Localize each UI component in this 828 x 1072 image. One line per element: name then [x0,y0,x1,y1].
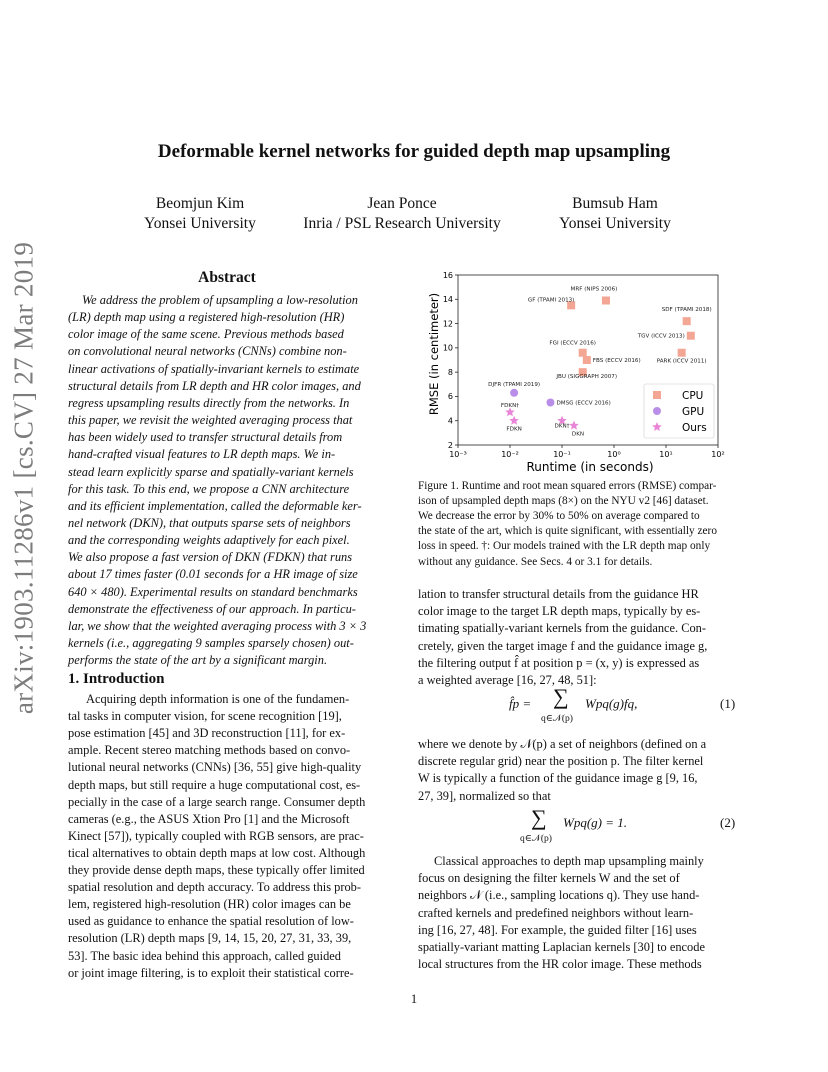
abstract-line: We address the problem of upsampling a low-resolution [82,293,358,307]
body-line: ing [16, 27, 48]. For example, the guided filter [16] uses [418,922,697,937]
x-tick-label: 10⁰ [607,450,621,459]
abstract-line: nel network (DKN), that outputs sparse sets of neighbors [68,515,351,530]
body-line: local structures from the HR color image. These methods [418,957,702,972]
legend-label: GPU [682,406,705,418]
body-line: a weighted average [16, 27, 48, 51]: [418,673,597,687]
body-line: discrete regular grid) near the position p. The filter kernel [418,754,704,769]
body-line: crafted kernels and predefined neighbors without learn- [418,905,694,920]
abstract-line: We also propose a fast version of DKN (FDKN) that runs [68,550,353,565]
cpu-point [683,317,691,325]
legend-label: CPU [682,390,704,402]
abstract-line: kernels (i.e., aggregating 9 samples sparsely chosen) out- [68,636,354,650]
body-line: W is typically a function of the guidance image g [9, 16, [418,771,698,786]
introduction-line: Acquiring depth information is one of the fundamen- [86,692,350,706]
cpu-point [687,332,695,340]
x-tick-label: 10⁻³ [449,450,467,459]
body-line: timating spatially-variant kernels from the guidance. Con- [418,621,706,636]
introduction-line: or joint image filtering, is to exploit their statistical corre- [68,965,354,980]
abstract-line: structural details from LR depth and HR color images, and [68,378,361,393]
abstract-line: regress upsampling results directly from the networks. In [68,395,350,410]
legend-label: Ours [682,422,707,434]
point-label: JBU (SIGGRAPH 2007) [556,374,618,381]
caption-line: loss in speed. †: Our models trained with the LR depth map only [418,540,711,553]
equation-1-lhs: f̂p = [509,696,532,711]
abstract-line: (LR) depth map using a registered high-resolution (HR) [68,310,345,325]
point-label: FGI (ECCV 2016) [549,340,596,347]
point-label: FBS (ECCV 2016) [592,358,641,364]
legend-marker [653,391,661,399]
point-label: SDF (TPAMI 2018) [661,307,712,314]
arxiv-stamp-text: arXiv:1903.11286v1 [cs.CV] 27 Mar 2019 [8,241,39,715]
introduction-line: pose estimation [45] and 3D reconstruction [11], for ex- [68,726,346,741]
author-2 [292,194,512,234]
equation-1-number: (1) [720,696,736,711]
body-line: lation to transfer structural details from the guidance HR [418,587,699,601]
x-tick-label: 10² [711,450,725,459]
equation-2-rhs: Wpq(g) = 1. [563,815,628,830]
caption-line: We decrease the error by 30% to 50% on average compared to [418,510,700,523]
chart-y-axis-label: RMSE (in centimeter) [427,292,441,416]
body-line: the filtering output f̂ at position p = (x, y) is expressed as [418,655,700,670]
introduction-line: pecially in the case of a large search range. Consumer depth [68,794,366,809]
author-affiliation: Yonsei University [559,215,671,232]
y-tick-label: 12 [442,319,453,329]
x-tick-label: 10⁻¹ [553,450,571,459]
y-tick-label: 4 [447,416,453,426]
gpu-point [510,389,518,397]
body-line: cretely, given the target image f and the guidance image g, [418,638,708,653]
introduction-line: spatial resolution and depth accuracy. To address this prob- [68,880,361,895]
point-label: FDKN [506,426,522,433]
x-tick-label: 10⁻² [501,450,519,459]
caption-line: ison of upsampled depth maps (8×) on the NYU v2 [46] dataset. [418,495,709,508]
abstract-line: for this task. To this end, we propose a CNN architecture [68,481,350,496]
introduction-line: resolution (LR) depth maps [9, 14, 15, 20, 27, 31, 33, 39, [68,931,352,946]
cpu-point [678,349,686,357]
equation-2-sub: q∈𝒩(p) [520,834,552,844]
equation-2-sum: ∑ [531,805,547,830]
introduction-line: Kinect [57]), typically coupled with RGB sensors, are prac- [68,828,364,843]
page-number: 1 [410,992,418,1006]
body-line: 27, 39], normalized so that [418,788,551,803]
abstract-line: linear activations of spatially-invariant kernels to estimate [68,361,360,376]
point-label: MRF (NIPS 2006) [570,286,618,293]
equation-1-sub: q∈𝒩(p) [541,714,573,724]
point-label: TGV (ICCV 2013) [637,333,685,340]
author-name: Beomjun Kim [155,195,245,212]
y-tick-label: 8 [447,367,453,377]
y-tick-label: 6 [447,392,453,402]
equation-1-rhs: Wpq(g)fq, [585,696,638,711]
introduction-line: cameras (e.g., the ASUS Xtion Pro [1] and the Microsoft [68,811,350,826]
point-label: GF (TPAMI 2013) [527,297,575,304]
chart-legend [644,384,714,438]
abstract-line: this paper, we revisit the weighted averaging process that [68,413,353,428]
abstract-line: color image of the same scene. Previous methods based [68,327,344,342]
ours-point [569,421,579,430]
abstract-line: stead learn explicitly sparse and spatially-variant kernels [68,464,354,479]
abstract-line: 640 × 480). Experimental results on standard benchmarks [68,584,358,599]
introduction-line: ample. Recent stereo matching methods based on convo- [68,743,351,758]
cpu-point [583,356,591,364]
author-name: Jean Ponce [367,195,437,212]
author-name: Bumsub Ham [572,195,658,212]
abstract-line: has been widely used to transfer structural details from [68,430,343,445]
ours-point [509,416,519,425]
cpu-point [602,297,610,305]
figure-1-chart [420,268,738,474]
chart-x-axis-label: Runtime (in seconds) [526,460,654,474]
body-line: spatially-variant matting Laplacian kernels [30] to encode [418,940,705,954]
point-label: PARK (ICCV 2011) [656,358,707,365]
introduction-heading: 1. Introduction [68,671,165,687]
introduction-line: lutional neural networks (CNNs) [36, 55] give high-quality [68,760,362,775]
abstract-heading: Abstract [198,269,256,286]
introduction-line: lem, registered high-resolution (HR) color images can be [68,897,351,912]
abstract-line: and its efficient implementation, called the deformable ker- [68,498,362,513]
y-tick-label: 14 [442,295,453,305]
equation-1-sum: ∑ [553,684,569,709]
equation-2-number: (2) [720,815,736,830]
abstract-line: performs the state of the art by a significant margin. [68,653,328,668]
paper-title: Deformable kernel networks for guided depth map upsampling [157,141,671,162]
introduction-line: tical alternatives to obtain depth maps at low cost. Although [68,845,366,860]
author-3 [520,194,710,234]
author-affiliation: Yonsei University [144,215,256,232]
x-tick-label: 10¹ [659,450,673,459]
body-line: where we denote by 𝒩(p) a set of neighbors (defined on a [418,737,707,751]
body-line: focus on designing the filter kernels W and the set of [418,871,680,886]
y-tick-label: 2 [447,440,453,450]
arxiv-stamp [7,241,41,715]
point-label: FDKN† [500,403,520,410]
caption-line: without any guidance. See Secs. 4 or 3.1 for details. [418,555,653,568]
caption-line: Figure 1. Runtime and root mean squared errors (RMSE) compar- [418,480,717,492]
author-1 [110,194,290,234]
point-label: DKN† [554,423,570,430]
abstract-line: hand-crafted visual features to LR depth maps. We in- [68,447,336,462]
point-label: DJFR (TPAMI 2019) [488,381,541,388]
abstract-line: and the corresponding weights adaptively for each pixel. [68,533,350,548]
introduction-line: depth maps, but still require a huge computational cost, es- [68,777,361,792]
body-line: neighbors 𝒩 (i.e., sampling locations q). They use hand- [418,888,700,903]
gpu-point [546,399,554,407]
abstract-line: lar, we show that the weighted averaging process with 3 × 3 [68,618,367,633]
introduction-line: tal tasks in computer vision, for scene recognition [19], [68,709,342,724]
legend-marker [653,407,661,415]
caption-line: the state of the art, which is quite significant, with essentially zero [418,525,717,538]
body-line: Classical approaches to depth map upsampling mainly [434,854,704,868]
point-label: DMSG (ECCV 2016) [556,400,611,407]
abstract-line: demonstrate the effectiveness of our approach. In particu- [68,601,356,616]
y-tick-label: 10 [442,343,453,353]
introduction-line: 53]. The basic idea behind this approach, called guided [68,948,341,963]
body-line: color image to the target LR depth maps, typically by es- [418,604,701,619]
point-label: DKN [571,431,585,438]
introduction-line: they provide dense depth maps, these typically offer limited [68,863,365,877]
y-tick-label: 16 [442,270,453,280]
abstract-line: about 17 times faster (0.01 seconds for a HR image of size [68,567,358,582]
author-affiliation: Inria / PSL Research University [303,215,501,232]
cpu-point [579,349,587,357]
abstract-line: on convolutional neural networks (CNNs) combine non- [68,344,347,359]
introduction-line: used as guidance to enhance the spatial resolution of low- [68,914,354,929]
